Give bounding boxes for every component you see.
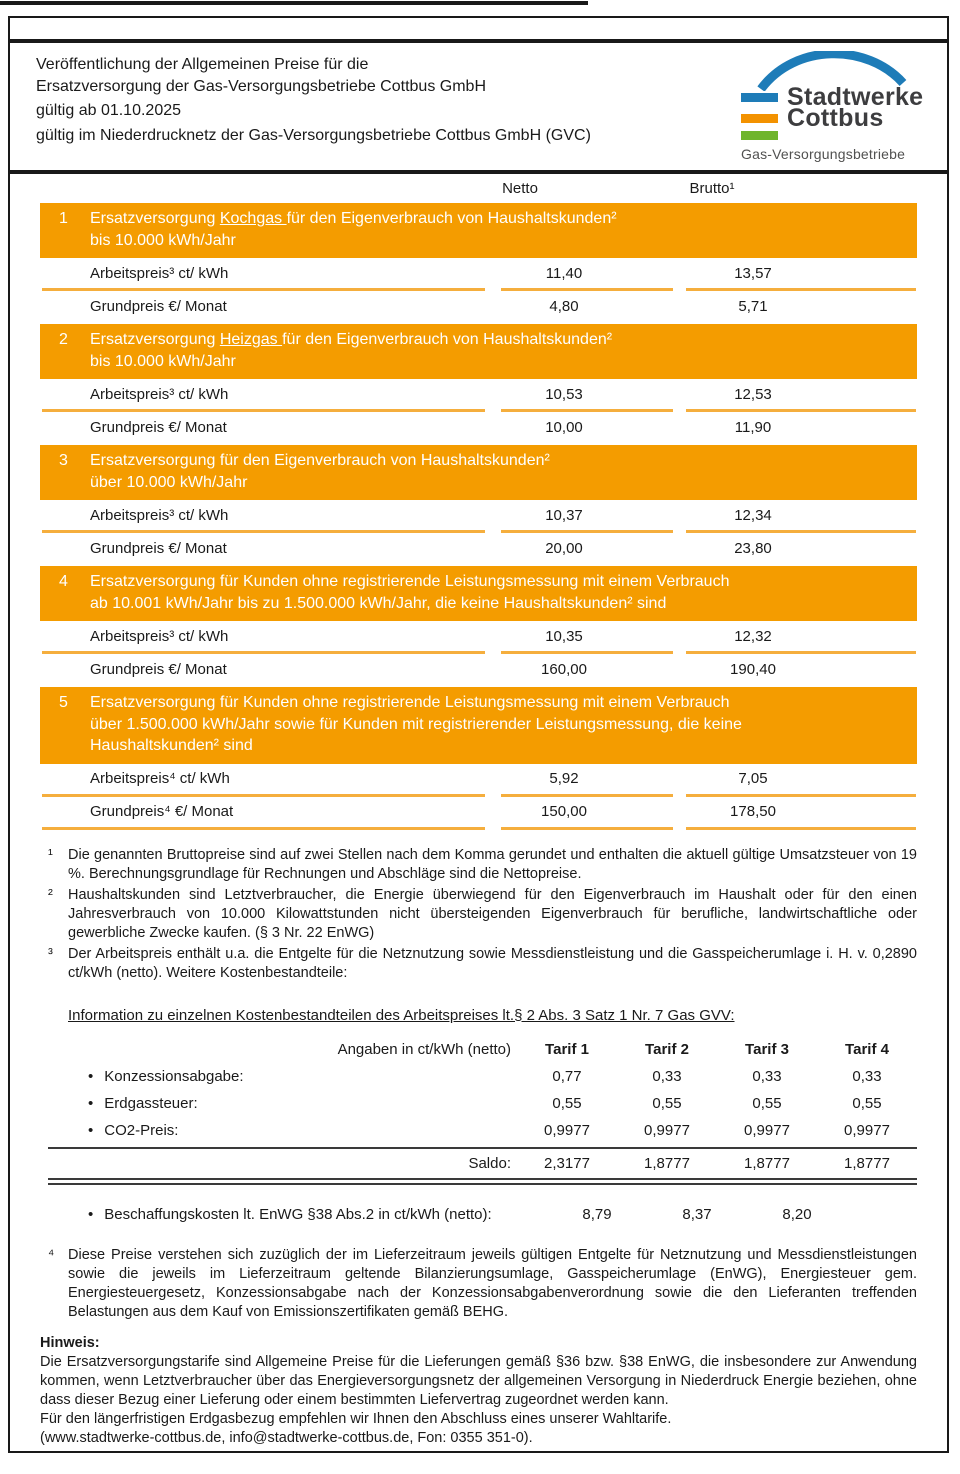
section-5-title-line2: über 1.500.000 kWh/Jahr sowie für Kunden mit registrierender Leistungsmessung, die keine xyxy=(90,715,742,733)
price-row xyxy=(40,379,917,412)
tarif-4-header: Tarif 4 xyxy=(845,1040,889,1058)
price-netto-value: 10,37 xyxy=(501,500,673,533)
price-netto-value: 4,80 xyxy=(549,297,579,315)
kosten-row xyxy=(40,1063,917,1090)
logo-subtitle: Gas-Versorgungsbetriebe xyxy=(741,146,906,162)
section-3-title xyxy=(90,450,917,493)
kosten-value: 0,55 xyxy=(552,1094,582,1112)
logo-bar-green-icon xyxy=(741,131,778,140)
kosten-value: 0,9977 xyxy=(544,1121,590,1139)
kosten-value: 0,9977 xyxy=(744,1121,790,1139)
section-5-title-pre: Ersatzversorgung für Kunden ohne registrierende Leistungsmessung mit einem Verbrauch xyxy=(90,694,730,711)
scan-artifact-line xyxy=(0,1,588,5)
network-note-line: gültig im Niederdrucknetz der Gas-Versorgungsbetriebe Cottbus GmbH (GVC) xyxy=(36,127,591,144)
section-4-number: 4 xyxy=(59,573,68,590)
price-brutto-value: 178,50 xyxy=(686,797,916,830)
kosten-value: 0,9977 xyxy=(844,1121,890,1139)
price-brutto-value: 13,57 xyxy=(686,258,916,291)
section-5-number: 5 xyxy=(59,694,68,711)
logo-bar-blue-icon xyxy=(741,93,778,102)
valid-from-line: gültig ab 01.10.2025 xyxy=(36,102,182,119)
kosten-value: 0,77 xyxy=(552,1067,582,1085)
price-row xyxy=(40,621,917,654)
section-3-number: 3 xyxy=(59,452,68,469)
beschaffung-value: 8,79 xyxy=(582,1205,612,1223)
tarif-1-header: Tarif 1 xyxy=(545,1040,589,1058)
section-4-title xyxy=(90,571,917,614)
section-4-title-pre: Ersatzversorgung für Kunden ohne registrierende Leistungsmessung mit einem Verbrauch xyxy=(90,573,730,590)
brutto-column-header: Brutto¹ xyxy=(689,180,735,197)
price-row xyxy=(40,654,917,687)
section-3-title-pre: Ersatzversorgung für den Eigenverbrauch von Haushaltskunden² xyxy=(90,452,550,469)
hinweis-title: Hinweis: xyxy=(40,1334,100,1351)
footnote-4-marker: ⁴ xyxy=(48,1246,55,1263)
saldo-value: 1,8777 xyxy=(644,1154,690,1172)
footnotes-block xyxy=(40,846,917,983)
section-2-title-line2: bis 10.000 kWh/Jahr xyxy=(90,352,236,370)
price-row-label: Grundpreis €/ Monat xyxy=(90,660,227,678)
title-line-1: Veröffentlichung der Allgemeinen Preise für die xyxy=(36,56,369,73)
price-row-label: Grundpreis €/ Monat xyxy=(90,539,227,557)
price-row xyxy=(40,533,917,566)
price-row xyxy=(40,291,917,324)
footnote-2 xyxy=(40,886,917,943)
section-2-header xyxy=(40,324,917,379)
price-netto-value: 10,53 xyxy=(501,379,673,412)
footnote-2-text: Haushaltskunden sind Letztverbraucher, die Energie überwiegend für den Eigenverbrauch im Haushalt oder für den einen Jahresverbrauch von 10.000 Kilowattstunden nicht übersteigenden Eigenverbrauch für berufliche, landwirtschaftliche oder gewerbliche Zwecke kaufen. (§ 3 Nr. 22 EnWG) xyxy=(68,886,917,941)
stadtwerke-logo xyxy=(741,51,931,162)
section-1-header xyxy=(40,203,917,258)
price-row-label: Arbeitspreis³ ct/ kWh xyxy=(42,500,485,533)
kosten-value: 0,55 xyxy=(852,1094,882,1112)
section-5-header xyxy=(40,687,917,764)
price-netto-value: 150,00 xyxy=(501,797,673,830)
hinweis-block xyxy=(40,1334,917,1448)
saldo-label: Saldo: xyxy=(468,1154,511,1172)
price-netto-value: 10,00 xyxy=(545,418,583,436)
logo-name-line1: Stadtwerke xyxy=(787,83,924,111)
price-netto-value: 5,92 xyxy=(501,764,673,797)
section-4-title-line2: ab 10.001 kWh/Jahr bis zu 1.500.000 kWh/Jahr, die keine Haushaltskunden² sind xyxy=(90,594,667,612)
hinweis-paragraph-1: Die Ersatzversorgungstarife sind Allgemeine Preise für die Lieferungen gemäß §36 bzw. §38 EnWG, die insbesondere zur Anwendung kommen, wenn Letztverbraucher über das Energieversorgungsnetz der allgemeinen Versorgung in Niederdruck Energie beziehen, ohne dass dieser Bezug einer Lieferung oder einem bestimmten Liefervertrag zugeordnet werden kann. xyxy=(40,1353,917,1408)
beschaffung-value: 8,20 xyxy=(782,1205,812,1223)
saldo-value: 1,8777 xyxy=(844,1154,890,1172)
saldo-row xyxy=(40,1149,917,1178)
price-brutto-value: 12,53 xyxy=(686,379,916,412)
section-2-title-post: für den Eigenverbrauch von Haushaltskunden² xyxy=(282,331,613,348)
saldo-value: 1,8777 xyxy=(744,1154,790,1172)
price-brutto-value: 12,32 xyxy=(686,621,916,654)
section-1-title-underlined: Kochgas xyxy=(219,210,287,227)
price-netto-value: 20,00 xyxy=(545,539,583,557)
price-netto-value: 160,00 xyxy=(541,660,587,678)
logo-bar-orange-icon xyxy=(741,114,778,123)
section-2-title-pre: Ersatzversorgung xyxy=(90,331,220,348)
section-1-title-pre: Ersatzversorgung xyxy=(90,210,220,227)
price-row-label: Grundpreis €/ Monat xyxy=(90,297,227,315)
saldo-double-rule xyxy=(48,1178,917,1185)
tarif-2-header: Tarif 2 xyxy=(645,1040,689,1058)
price-row-label: Arbeitspreis³ ct/ kWh xyxy=(42,379,485,412)
netto-column-header: Netto xyxy=(502,180,538,197)
document-title-block xyxy=(36,51,591,162)
section-5-title xyxy=(90,692,917,757)
price-netto-value: 11,40 xyxy=(501,258,673,291)
kosten-row xyxy=(40,1090,917,1117)
price-brutto-value: 23,80 xyxy=(734,539,772,557)
kosten-value: 0,33 xyxy=(852,1067,882,1085)
kosten-row xyxy=(40,1117,917,1144)
footnote-3-marker: ³ xyxy=(48,945,53,962)
price-brutto-value: 190,40 xyxy=(730,660,776,678)
hinweis-paragraph-2: Für den längerfristigen Erdgasbezug empfehlen wir Ihnen den Abschluss eines unserer Wahltarife. xyxy=(40,1410,672,1427)
price-row xyxy=(40,764,917,797)
beschaffung-label: • Beschaffungskosten lt. EnWG §38 Abs.2 in ct/kWh (netto): xyxy=(40,1206,547,1223)
kosten-row-label: • Erdgassteuer: xyxy=(40,1095,517,1112)
kosten-header-row xyxy=(40,1036,917,1063)
hinweis-contact-line: (www.stadtwerke-cottbus.de, info@stadtwerke-cottbus.de, Fon: 0355 351-0). xyxy=(40,1429,533,1446)
price-brutto-value: 5,71 xyxy=(738,297,768,315)
kosten-value: 0,9977 xyxy=(644,1121,690,1139)
section-2-title xyxy=(90,329,917,372)
price-brutto-value: 11,90 xyxy=(734,418,772,436)
beschaffung-row xyxy=(40,1201,917,1228)
kosten-value: 0,33 xyxy=(752,1067,782,1085)
price-row-label: Arbeitspreis³ ct/ kWh xyxy=(42,258,485,291)
price-brutto-value: 12,34 xyxy=(686,500,916,533)
footnote-4-text: Diese Preise verstehen sich zuzüglich der im Lieferzeitraum jeweils gültigen Entgelte für Netznutzung und Messdienstleistungen sowie die jeweils im Lieferzeitraum geltende Bilanzierungsumlage, Gasspeicherumlage (EnWG), Energiesteuer gem. Energiesteuergesetz, Konzessionsabgabe nach der Konzessionsabgabenverordnung sowie die den Lieferanten treffenden Belastungen aus dem Kauf von Emissionszertifikaten gemäß BEHG. xyxy=(68,1246,917,1320)
section-3-header xyxy=(40,445,917,500)
saldo-value: 2,3177 xyxy=(544,1154,590,1172)
section-1-number: 1 xyxy=(59,210,68,227)
footnote-4 xyxy=(40,1246,917,1322)
tarif-3-header: Tarif 3 xyxy=(745,1040,789,1058)
kosten-row-label: • CO2-Preis: xyxy=(40,1122,517,1139)
section-3-title-line2: über 10.000 kWh/Jahr xyxy=(90,473,248,491)
price-row xyxy=(40,500,917,533)
kosten-value: 0,55 xyxy=(752,1094,782,1112)
footnote-1-text: Die genannten Bruttopreise sind auf zwei Stellen nach dem Komma gerundet und enthalten die aktuell gültige Umsatzsteuer von 19 %. Berechnungsgrundlage für Rechnungen und Abschläge sind die Nettopreise. xyxy=(68,846,917,882)
section-2-title-underlined: Heizgas xyxy=(219,331,283,348)
logo-name-line2: Cottbus xyxy=(787,104,884,132)
price-row-label: Arbeitspreis⁴ ct/ kWh xyxy=(42,764,485,797)
price-row-label: Grundpreis €/ Monat xyxy=(90,418,227,436)
price-row-label: Arbeitspreis³ ct/ kWh xyxy=(42,621,485,654)
price-row-label: Grundpreis⁴ €/ Monat xyxy=(42,797,485,830)
section-5-title-line3: Haushaltskunden² sind xyxy=(90,737,253,754)
section-1-title-post: für den Eigenverbrauch von Haushaltskunden² xyxy=(286,210,617,227)
section-4-header xyxy=(40,566,917,621)
price-row xyxy=(40,412,917,445)
page-content xyxy=(10,180,947,1448)
kosten-heading: Information zu einzelnen Kostenbestandteilen des Arbeitspreises lt.§ 2 Abs. 3 Satz 1 Nr. 7 Gas GVV: xyxy=(68,1006,735,1024)
footnote-1-marker: ¹ xyxy=(48,846,53,863)
footnote-3 xyxy=(40,945,917,983)
kosten-row-label: • Konzessionsabgabe: xyxy=(40,1068,517,1085)
footnote-3-text: Der Arbeitspreis enthält u.a. die Entgelte für die Netznutzung sowie Messdienstleistung und die Gasspeicherumlage i. H. v. 0,2890 ct/kWh (netto). Weitere Kostenbestandteile: xyxy=(68,945,917,981)
kosten-unit-label: Angaben in ct/kWh (netto) xyxy=(337,1040,511,1058)
section-1-title xyxy=(90,208,917,251)
kosten-value: 0,55 xyxy=(652,1094,682,1112)
beschaffung-value: 8,37 xyxy=(682,1205,712,1223)
document-header xyxy=(10,39,947,174)
section-2-number: 2 xyxy=(59,331,68,348)
kosten-value: 0,33 xyxy=(652,1067,682,1085)
price-table-column-headers xyxy=(40,180,917,203)
footnote-2-marker: ² xyxy=(48,886,53,903)
page-border xyxy=(8,16,949,1453)
section-1-title-line2: bis 10.000 kWh/Jahr xyxy=(90,231,236,249)
title-line-2: Ersatzversorgung der Gas-Versorgungsbetriebe Cottbus GmbH xyxy=(36,78,486,95)
price-row xyxy=(40,258,917,291)
price-netto-value: 10,35 xyxy=(501,621,673,654)
price-brutto-value: 7,05 xyxy=(686,764,916,797)
footnote-1 xyxy=(40,846,917,884)
price-row xyxy=(40,797,917,830)
